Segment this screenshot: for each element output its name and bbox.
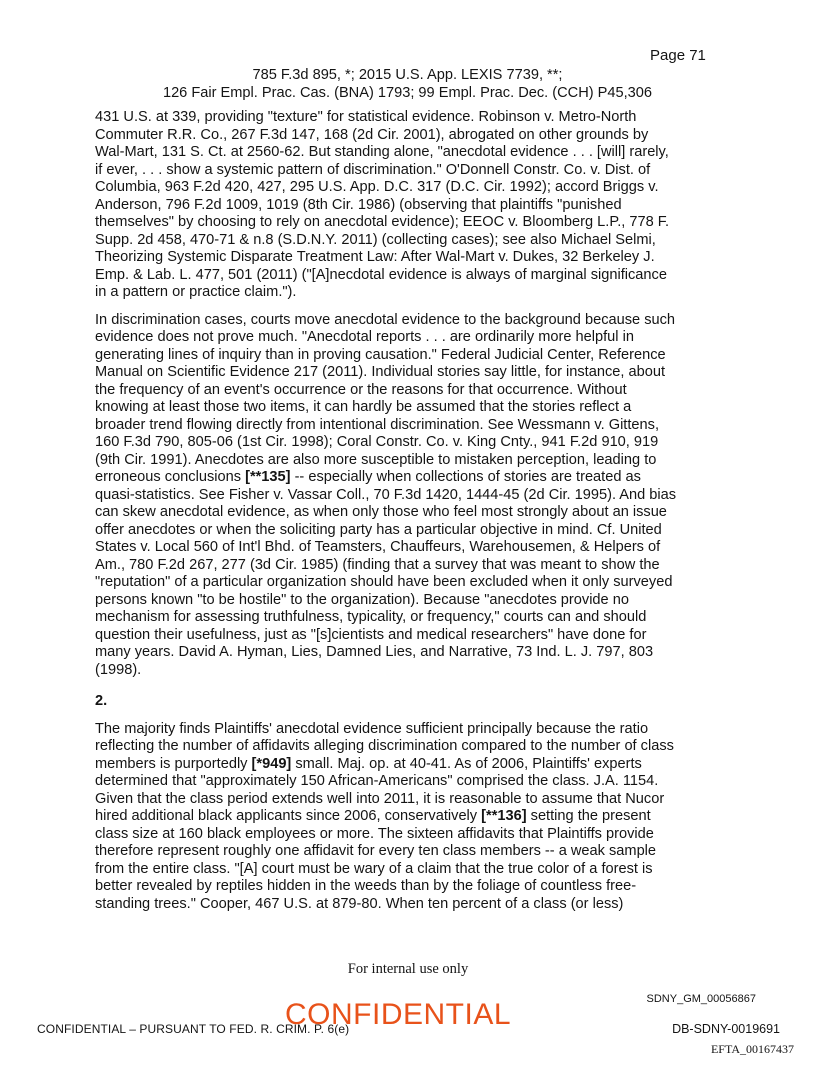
paragraph-2-text-a: In discrimination cases, courts move anecdotal evidence to the background because such evidence does not prove much. "Anecdotal reports . . . are ordinarily more helpful in generating lines of inquiry than in proving causation." Federal Judicial Center, Reference Manual on Scientific Evidence 217 (2011). Individual stories say little, for instance, about the frequency of an event's occurrence or the reasons for that occurrence. Without knowing at least those two items, it can hardly be assumed that the stories reflect a broader trend flowing directly from intentional discrimination. See Wessmann v. Gittens, 160 F.3d 790, 805-06 (1st Cir. 1998); Coral Constr. Co. v. King Cnty., 941 F.2d 910, 919 (9th Cir. 1991). Anecdotes are also more susceptible to mistaken perception, leading to erroneous conclusions (95, 311, 676, 485)
citation-line-1: 785 F.3d 895, *; 2015 U.S. App. LEXIS 7739, **; (252, 67, 563, 83)
internal-use-note: For internal use only (347, 961, 469, 977)
bates-sdny: SDNY_GM_00056867 (646, 993, 756, 1005)
paragraph-3 (95, 721, 720, 914)
page-marker-135: [**135] (245, 469, 291, 485)
bates-db: DB-SDNY-0019691 (672, 1022, 780, 1036)
citation-header (95, 66, 720, 102)
opinion-body (95, 109, 720, 923)
section-heading-2: 2. (95, 693, 108, 709)
page-marker-136: [**136] (481, 808, 527, 824)
paragraph-3-text-b: small. Maj. op. at 40-41. As of 2006, Plaintiffs' experts determined that "approximately 150 African-Americans" comprised the class. J.A. 1154. Given that the class period extends well into 2011, it is reasonable to assume that Nucor hired additional black applicants since 2006, conservatively (95, 755, 665, 824)
efta-number: EFTA_00167437 (710, 1042, 794, 1056)
paragraph-2-text-b: -- especially when collections of stories are treated as quasi-statistics. See Fisher v. Vassar Coll., 70 F.3d 1420, 1444-45 (2d Cir. 1995). And bias can skew anecdotal evidence, as when only those who feel most strongly about an issue offer anecdotes or when the soliciting party has a particular objective in mind. Cf. United States v. Local 560 of Int'l Bhd. of Teamsters, Chauffeurs, Warehousemen, & Helpers of Am., 780 F.2d 267, 277 (3d Cir. 1985) (finding that a survey that was meant to show the "reputation" of a particular organization should have been excluded when it only surveyed persons known "to be hostile" to the organization). Because "anecdotes provide no mechanism for assessing truthfulness, typicality, or frequency," courts can and should question their usefulness, just as "[s]cientists and medical researchers" have done for many years. David A. Hyman, Lies, Damned Lies, and Narrative, 73 Ind. L. J. 797, 803 (1998). (95, 469, 677, 678)
page-marker-949: [*949] (251, 755, 292, 772)
confidential-stamp: CONFIDENTIAL (285, 998, 512, 1031)
confidential-notice: CONFIDENTIAL – PURSUANT TO FED. R. CRIM. P. 6(e) (37, 1022, 350, 1036)
page-number: Page 71 (650, 47, 706, 64)
paragraph-3-text-c: setting the present class size at 160 black employees or more. The sixteen affidavits that Plaintiffs provide therefore represent roughly one affidavit for every ten class members -- a weak sample from the entire class. "[A] court must be wary of a claim that the true color of a forest is better revealed by reptiles hidden in the weeds than by the foliage of countless free- standing trees." Cooper, 467 U.S. at 879-80. When ten percent of a class (or less) (95, 808, 657, 912)
paragraph-3-text-a: The majority finds Plaintiffs' anecdotal evidence sufficient principally because the ratio reflecting the number of affidavits alleging discrimination compared to the number of class members is purportedly (95, 720, 674, 772)
paragraph-1: 431 U.S. at 339, providing "texture" for statistical evidence. Robinson v. Metro-North Commuter R.R. Co., 267 F.3d 147, 168 (2d Cir. 2001), abrogated on other grounds by Wal-Mart, 131 S. Ct. at 2560-62. But standing alone, "anecdotal evidence . . . [will] rarely, if ever, . . . show a systemic pattern of discrimination." O'Donnell Constr. Co. v. Dist. of Columbia, 963 F.2d 420, 427, 295 U.S. App. D.C. 317 (D.C. Cir. 1992); accord Briggs v. Anderson, 796 F.2d 1009, 1019 (8th Cir. 1986) (observing that plaintiffs "punished themselves" by choosing to rely on anecdotal evidence); EEOC v. Bloomberg L.P., 778 F. Supp. 2d 458, 470-71 & n.8 (S.D.N.Y. 2011) (collecting cases); see also Michael Selmi, Theorizing Systemic Disparate Treatment Law: After Wal-Mart v. Dukes, 32 Berkeley J. Emp. & Lab. L. 477, 501 (2011) ("[A]necdotal evidence is always of marginal significance in a pattern or practice claim."). (95, 109, 670, 300)
citation-line-2: 126 Fair Empl. Prac. Cas. (BNA) 1793; 99 Empl. Prac. Dec. (CCH) P45,306 (162, 85, 653, 101)
paragraph-2 (95, 312, 720, 680)
